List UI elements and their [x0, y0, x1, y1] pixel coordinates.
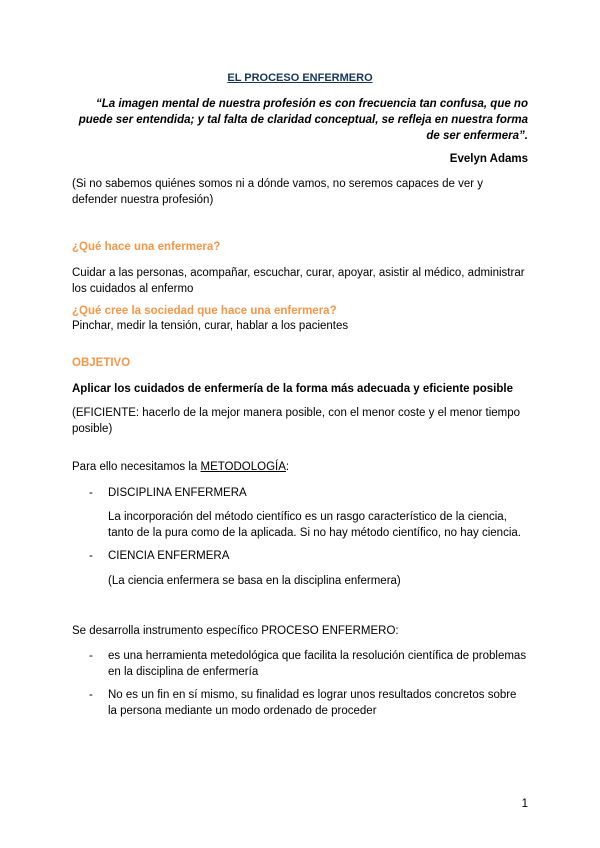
list-dash: -	[89, 487, 93, 499]
intro-paragraph: (Si no sabemos quiénes somos ni a dónde vamos, no seremos capaces de ver y defender nuestra profesión)	[72, 178, 484, 206]
list-item-detail: La incorporación del método científico es un rasgo característico de la ciencia, tanto de la pura como de la aplicada. Si no hay método científico, no hay ciencia.	[108, 511, 521, 539]
objetivo-note: (EFICIENTE: hacerlo de la mejor manera posible, con el menor coste y el menor tiempo posible)	[72, 407, 521, 435]
metodologia-colon: :	[285, 461, 290, 473]
epigraph-quote: “La imagen mental de nuestra profesión es con frecuencia tan confusa, que no puede ser entendida; y tal falta de claridad conceptual, se refleja en nuestra forma de ser enfermera”.	[78, 98, 528, 142]
question-1-answer: Cuidar a las personas, acompañar, escuchar, curar, apoyar, asistir al médico, administrar los cuidados al enfermo	[72, 267, 525, 295]
list-item-text: es una herramienta metedológica que facilita la resolución científica de problemas en la disciplina de enfermería	[108, 650, 527, 678]
proceso-lead: Se desarrolla instrumento específico PROCESO ENFERMERO:	[72, 625, 399, 637]
question-2-heading: ¿Qué cree la sociedad que hace una enfermera?	[72, 305, 337, 317]
question-1-heading: ¿Qué hace una enfermera?	[72, 241, 221, 253]
list-item-label: CIENCIA ENFERMERA	[108, 550, 230, 562]
page-number: 1	[521, 798, 528, 810]
list-item-label: DISCIPLINA ENFERMERA	[108, 487, 247, 499]
objetivo-statement: Aplicar los cuidados de enfermería de la forma más adecuada y eficiente posible	[72, 383, 513, 395]
list-item-text: No es un fin en sí mismo, su finalidad es lograr unos resultados concretos sobre la persona mediante un modo ordenado de proceder	[108, 689, 517, 717]
metodologia-paragraph	[72, 459, 528, 475]
list-dash: -	[89, 550, 93, 562]
document-title: EL PROCESO ENFERMERO	[227, 72, 373, 84]
objetivo-heading: OBJETIVO	[72, 357, 131, 369]
epigraph-author: Evelyn Adams	[449, 153, 528, 165]
list-dash: -	[89, 689, 93, 701]
metodologia-term: METODOLOGÍA	[200, 461, 286, 473]
list-dash: -	[89, 650, 93, 662]
metodologia-lead: Para ello necesitamos la	[72, 461, 201, 473]
question-2-answer: Pinchar, medir la tensión, curar, hablar a los pacientes	[72, 320, 349, 332]
list-item-detail: (La ciencia enfermera se basa en la disciplina enfermera)	[108, 575, 401, 587]
